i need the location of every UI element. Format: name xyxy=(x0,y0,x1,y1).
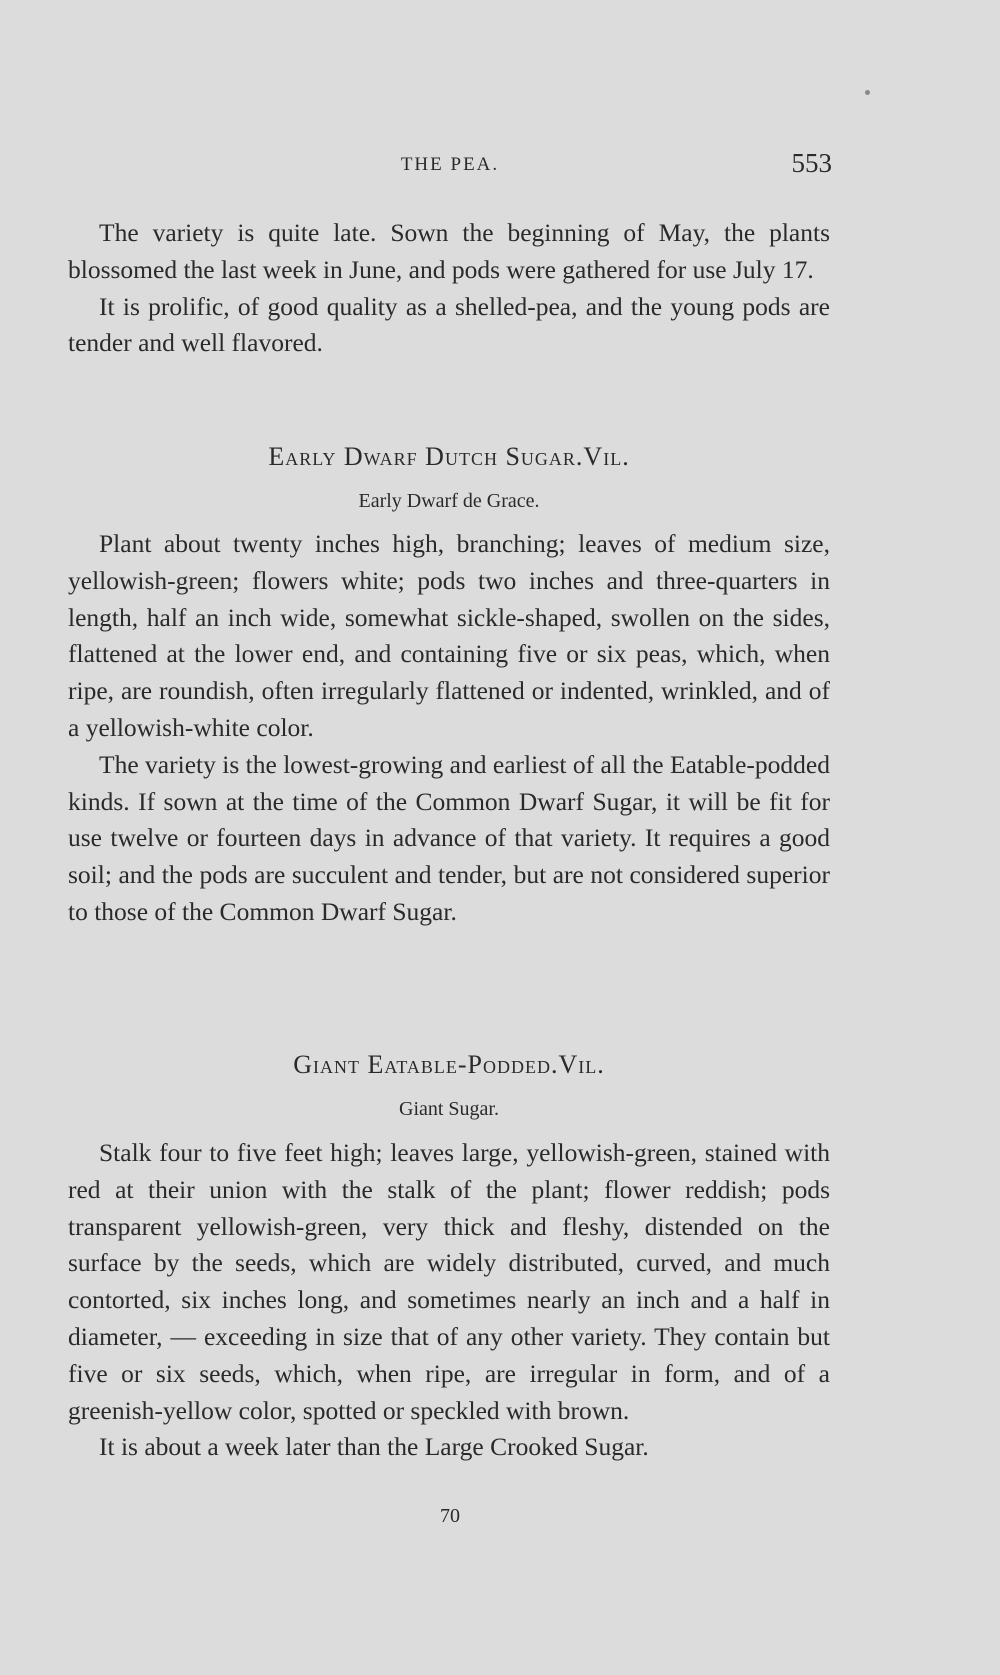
running-head-title: THE PEA. xyxy=(400,154,500,175)
paragraph: It is about a week later than the Large Crooked Sugar. xyxy=(99,1432,649,1462)
ink-speck xyxy=(865,90,870,95)
section-authority: Vil. xyxy=(558,1050,605,1079)
paragraph: Stalk four to five feet high; leaves large, yellowish-green, stained with red at their union with the stalk of the plant; flower reddish; pods transparent yellowish-green, very thick and fleshy, distended on the surface by the seeds, which are widely distributed, curved, and much contorted, six inches long, and sometimes nearly an inch and a half in diameter, — exceeding in size that of any other variety. They contain but five or six seeds, which, when ripe, are irregular in form, and of a greenish-yellow color, spotted or speckled with brown. xyxy=(68,1138,830,1425)
section-heading xyxy=(68,1050,830,1080)
section-heading xyxy=(68,442,830,472)
page-number: 553 xyxy=(791,148,832,178)
synonym: Early Dwarf de Grace. xyxy=(358,490,540,512)
paragraph: The variety is the lowest-growing and earliest of all the Eatable-podded kinds. If sown at the time of the Common Dwarf Sugar, it will be fit for use twelve or fourteen days in advance of that variety. It requires a good soil; and the pods are succulent and tender, but are not considered superior to those of the Common Dwarf Sugar. xyxy=(68,749,830,926)
synonym: Giant Sugar. xyxy=(399,1098,499,1120)
running-head xyxy=(0,148,1000,182)
section-title: Early Dwarf Dutch Sugar. xyxy=(268,442,584,471)
intro-text xyxy=(68,215,830,362)
signature-mark: 70 xyxy=(440,1505,460,1527)
section-authority: Vil. xyxy=(583,442,630,471)
paragraph: The variety is quite late. Sown the beginning of May, the plants blossomed the last week in June, and pods were gathered for use July 17. xyxy=(68,218,830,284)
section-text xyxy=(68,1135,830,1466)
paragraph: It is prolific, of good quality as a shelled-pea, and the young pods are tender and well flavored. xyxy=(68,291,830,358)
section-text xyxy=(68,526,830,931)
section-title: Giant Eatable-Podded. xyxy=(293,1050,559,1079)
paragraph: Plant about twenty inches high, branching; leaves of medium size, yellowish-green; flowers white; pods two inches and three-quarters in length, half an inch wide, somewhat sickle-shaped, swollen on the sides, flattened at the lower end, and containing five or six peas, which, when ripe, are roundish, often irregularly flattened or indented, wrinkled, and of a yellowish-white color. xyxy=(68,529,830,742)
